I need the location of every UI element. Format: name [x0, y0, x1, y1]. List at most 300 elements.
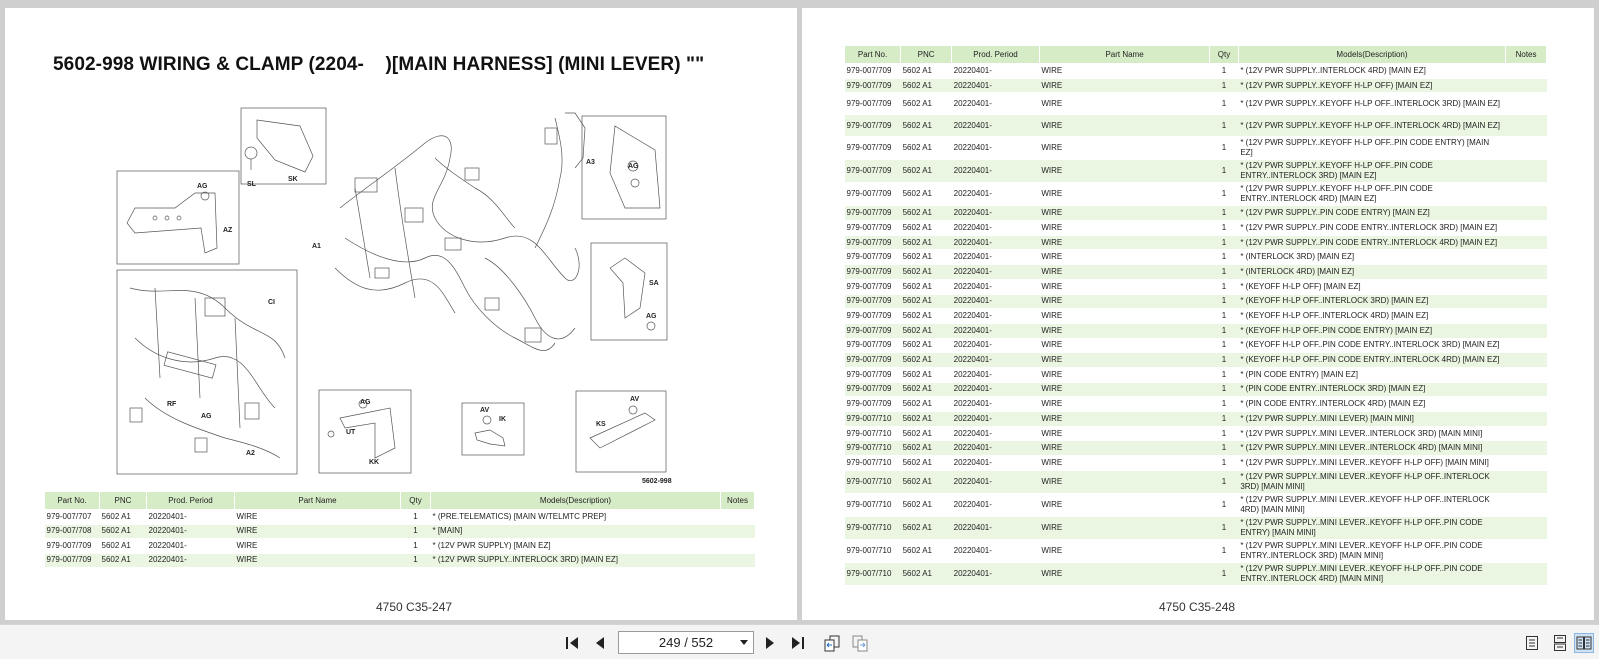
table-row [845, 493, 1547, 516]
cell-period: 20220401- [952, 279, 1040, 294]
cell-pnc: 5602 A1 [901, 206, 952, 221]
cell-period: 20220401- [952, 206, 1040, 221]
cell-period: 20220401- [952, 78, 1040, 93]
cell-name: WIRE [1039, 78, 1209, 93]
next-page-icon [762, 635, 778, 651]
table-row [845, 250, 1547, 265]
cell-pnc: 5602 A1 [901, 294, 952, 309]
previous-page-button[interactable] [590, 633, 610, 653]
table-row [845, 294, 1547, 309]
cell-models: * (12V PWR SUPPLY..KEYOFF H-LP OFF) [MAIN EZ] [1238, 78, 1505, 93]
cell-qty: 1 [1210, 160, 1239, 183]
cell-period: 20220401- [952, 221, 1040, 236]
cell-notes [1506, 441, 1547, 456]
table-row [45, 553, 755, 568]
cell-period: 20220401- [952, 309, 1040, 324]
cell-part-no: 979-007/709 [845, 338, 901, 353]
cell-notes [1506, 250, 1547, 265]
table-row [845, 441, 1547, 456]
table-row [45, 510, 755, 525]
cell-notes [1506, 493, 1547, 516]
cell-period: 20220401- [147, 524, 235, 539]
cell-qty: 1 [1210, 412, 1239, 427]
cell-pnc: 5602 A1 [901, 115, 952, 137]
cell-pnc: 5602 A1 [901, 265, 952, 280]
cell-part-no: 979-007/709 [845, 115, 901, 137]
previous-page-icon [592, 635, 608, 651]
cell-name: WIRE [1039, 397, 1209, 412]
cell-notes [1506, 382, 1547, 397]
cell-part-no: 979-007/709 [845, 353, 901, 368]
table-row [845, 367, 1547, 382]
diagram-label: A3 [586, 159, 595, 166]
cell-qty: 1 [1210, 367, 1239, 382]
cell-name: WIRE [1039, 160, 1209, 183]
parts-table-left [44, 491, 755, 568]
cell-name: WIRE [1039, 183, 1209, 206]
table-row [845, 382, 1547, 397]
cell-part-no: 979-007/709 [845, 382, 901, 397]
wiring-diagram [105, 98, 705, 490]
diagram-label: A2 [246, 450, 255, 457]
cell-notes [1506, 367, 1547, 382]
cell-models: * (12V PWR SUPPLY..INTERLOCK 3RD) [MAIN EZ] [431, 553, 721, 568]
cell-pnc: 5602 A1 [901, 137, 952, 160]
cell-qty: 1 [1210, 78, 1239, 93]
cell-pnc: 5602 A1 [901, 426, 952, 441]
diagram-label: SK [288, 176, 298, 183]
cell-qty: 1 [1210, 470, 1239, 493]
cell-name: WIRE [1039, 265, 1209, 280]
cell-pnc: 5602 A1 [901, 279, 952, 294]
cell-models: * (12V PWR SUPPLY..KEYOFF H-LP OFF..PIN CODE ENTRY..INTERLOCK 4RD) [MAIN EZ] [1238, 183, 1505, 206]
table-row [845, 64, 1547, 79]
cell-part-no: 979-007/709 [845, 78, 901, 93]
cell-notes [1506, 294, 1547, 309]
cell-part-no: 979-007/709 [845, 93, 901, 115]
page-number-label: 4750 C35-247 [376, 600, 453, 614]
cell-period: 20220401- [952, 562, 1040, 585]
cell-models: * (KEYOFF H-LP OFF..INTERLOCK 3RD) [MAIN EZ] [1238, 294, 1505, 309]
cell-name: WIRE [1039, 426, 1209, 441]
diagram-label: AG [201, 413, 212, 420]
cell-name: WIRE [1039, 206, 1209, 221]
cell-name: WIRE [1039, 493, 1209, 516]
cell-pnc: 5602 A1 [901, 250, 952, 265]
cell-models: * (12V PWR SUPPLY..INTERLOCK 4RD) [MAIN EZ] [1238, 64, 1505, 79]
table-row [845, 206, 1547, 221]
diagram-label: AZ [223, 227, 233, 234]
cell-qty: 1 [1210, 338, 1239, 353]
cell-period: 20220401- [952, 160, 1040, 183]
col-header-models: Models(Description) [1238, 46, 1505, 64]
cell-models: * (12V PWR SUPPLY..MINI LEVER..KEYOFF H-LP OFF) [MAIN MINI] [1238, 456, 1505, 471]
go-forward-icon [851, 634, 869, 652]
cell-part-no: 979-007/708 [45, 524, 100, 539]
continuous-view-icon [1553, 635, 1567, 651]
cell-pnc: 5602 A1 [100, 510, 147, 525]
cell-qty: 1 [1210, 265, 1239, 280]
col-header-pnc: PNC [100, 492, 147, 510]
cell-pnc: 5602 A1 [100, 539, 147, 554]
cell-qty: 1 [401, 524, 431, 539]
cell-notes [1506, 160, 1547, 183]
cell-qty: 1 [1210, 221, 1239, 236]
cell-name: WIRE [1039, 64, 1209, 79]
cell-part-no: 979-007/710 [845, 441, 901, 456]
col-header-pnc: PNC [901, 46, 952, 64]
cell-models: * (12V PWR SUPPLY..PIN CODE ENTRY..INTERLOCK 4RD) [MAIN EZ] [1238, 235, 1505, 250]
cell-period: 20220401- [952, 470, 1040, 493]
table-row [845, 93, 1547, 115]
page-number-dropdown[interactable] [618, 631, 754, 654]
cell-notes [1506, 115, 1547, 137]
go-forward-button[interactable] [850, 633, 870, 653]
cell-notes [1506, 353, 1547, 368]
cell-pnc: 5602 A1 [901, 493, 952, 516]
cell-notes [721, 510, 755, 525]
cell-name: WIRE [1039, 323, 1209, 338]
cell-name: WIRE [1039, 294, 1209, 309]
cell-pnc: 5602 A1 [901, 412, 952, 427]
cell-qty: 1 [1210, 137, 1239, 160]
cell-name: WIRE [1039, 367, 1209, 382]
table-row [845, 235, 1547, 250]
col-header-notes: Notes [1506, 46, 1547, 64]
cell-name: WIRE [1039, 309, 1209, 324]
col-header-models: Models(Description) [431, 492, 721, 510]
cell-qty: 1 [401, 539, 431, 554]
cell-pnc: 5602 A1 [901, 93, 952, 115]
cell-notes [1506, 235, 1547, 250]
cell-models: * (12V PWR SUPPLY..PIN CODE ENTRY..INTERLOCK 3RD) [MAIN EZ] [1238, 221, 1505, 236]
cell-notes [1506, 93, 1547, 115]
cell-notes [1506, 221, 1547, 236]
diagram-label: CI [268, 299, 275, 306]
cell-period: 20220401- [952, 367, 1040, 382]
cell-name: WIRE [1039, 516, 1209, 539]
cell-part-no: 979-007/710 [845, 470, 901, 493]
cell-pnc: 5602 A1 [901, 309, 952, 324]
cell-qty: 1 [1210, 516, 1239, 539]
cell-part-no: 979-007/709 [845, 323, 901, 338]
cell-models: * (PIN CODE ENTRY..INTERLOCK 3RD) [MAIN EZ] [1238, 382, 1505, 397]
cell-qty: 1 [1210, 93, 1239, 115]
cell-pnc: 5602 A1 [901, 562, 952, 585]
cell-qty: 1 [1210, 115, 1239, 137]
table-row [845, 115, 1547, 137]
cell-period: 20220401- [952, 235, 1040, 250]
cell-period: 20220401- [952, 493, 1040, 516]
page-number-label: 4750 C35-248 [1159, 600, 1236, 614]
cell-qty: 1 [1210, 562, 1239, 585]
col-header-part-name: Part Name [235, 492, 401, 510]
cell-pnc: 5602 A1 [901, 397, 952, 412]
cell-part-no: 979-007/707 [45, 510, 100, 525]
cell-name: WIRE [1039, 338, 1209, 353]
table-row [45, 539, 755, 554]
cell-models: * (12V PWR SUPPLY..MINI LEVER) [MAIN MINI] [1238, 412, 1505, 427]
cell-qty: 1 [1210, 64, 1239, 79]
page-indicator: 249 / 552 [658, 635, 714, 650]
cell-notes [721, 539, 755, 554]
cell-name: WIRE [1039, 137, 1209, 160]
table-row [845, 397, 1547, 412]
diagram-label: IK [499, 416, 506, 423]
cell-pnc: 5602 A1 [901, 470, 952, 493]
cell-part-no: 979-007/709 [845, 279, 901, 294]
cell-qty: 1 [1210, 456, 1239, 471]
cell-qty: 1 [1210, 235, 1239, 250]
cell-pnc: 5602 A1 [901, 382, 952, 397]
diagram-label: KK [369, 459, 380, 466]
cell-part-no: 979-007/709 [845, 235, 901, 250]
cell-part-no: 979-007/710 [845, 539, 901, 562]
cell-notes [1506, 183, 1547, 206]
cell-notes [1506, 470, 1547, 493]
cell-models: * (INTERLOCK 3RD) [MAIN EZ] [1238, 250, 1505, 265]
cell-part-no: 979-007/709 [845, 64, 901, 79]
cell-period: 20220401- [952, 539, 1040, 562]
cell-qty: 1 [401, 553, 431, 568]
cell-qty: 1 [1210, 279, 1239, 294]
cell-qty: 1 [1210, 206, 1239, 221]
cell-pnc: 5602 A1 [901, 441, 952, 456]
parts-table-right [844, 45, 1547, 586]
last-page-icon [790, 635, 806, 651]
table-row [845, 323, 1547, 338]
cell-part-no: 979-007/709 [845, 294, 901, 309]
cell-qty: 1 [1210, 353, 1239, 368]
cell-part-no: 979-007/709 [845, 397, 901, 412]
cell-qty: 1 [1210, 250, 1239, 265]
cell-period: 20220401- [952, 412, 1040, 427]
col-header-part-no: Part No. [845, 46, 901, 64]
cell-period: 20220401- [952, 397, 1040, 412]
cell-qty: 1 [1210, 309, 1239, 324]
cell-notes [721, 553, 755, 568]
cell-notes [1506, 137, 1547, 160]
table-row [845, 160, 1547, 183]
cell-models: * (12V PWR SUPPLY..KEYOFF H-LP OFF..INTERLOCK 4RD) [MAIN EZ] [1238, 115, 1505, 137]
single-page-view-icon [1525, 635, 1539, 651]
cell-notes [1506, 516, 1547, 539]
cell-name: WIRE [1039, 441, 1209, 456]
cell-pnc: 5602 A1 [901, 539, 952, 562]
cell-notes [1506, 397, 1547, 412]
cell-qty: 1 [1210, 183, 1239, 206]
cell-models: * (KEYOFF H-LP OFF) [MAIN EZ] [1238, 279, 1505, 294]
cell-pnc: 5602 A1 [901, 160, 952, 183]
cell-period: 20220401- [952, 115, 1040, 137]
cell-pnc: 5602 A1 [901, 221, 952, 236]
cell-period: 20220401- [952, 382, 1040, 397]
cell-notes [1506, 562, 1547, 585]
diagram-label: RF [167, 401, 177, 408]
cell-name: WIRE [1039, 353, 1209, 368]
cell-notes [1506, 64, 1547, 79]
diagram-label: SL [247, 181, 256, 188]
table-row [845, 221, 1547, 236]
cell-qty: 1 [1210, 426, 1239, 441]
cell-part-no: 979-007/709 [845, 206, 901, 221]
cell-part-no: 979-007/709 [845, 309, 901, 324]
cell-models: * (12V PWR SUPPLY..MINI LEVER..INTERLOCK 4RD) [MAIN MINI] [1238, 441, 1505, 456]
cell-part-no: 979-007/710 [845, 562, 901, 585]
table-row [845, 137, 1547, 160]
cell-models: * (12V PWR SUPPLY..KEYOFF H-LP OFF..PIN CODE ENTRY..INTERLOCK 3RD) [MAIN EZ] [1238, 160, 1505, 183]
cell-name: WIRE [1039, 93, 1209, 115]
table-row [845, 265, 1547, 280]
table-row [45, 524, 755, 539]
table-row [845, 562, 1547, 585]
cell-name: WIRE [1039, 250, 1209, 265]
cell-name: WIRE [235, 539, 401, 554]
col-header-qty: Qty [1210, 46, 1239, 64]
table-header-row [845, 46, 1547, 64]
cell-models: * (12V PWR SUPPLY..MINI LEVER..INTERLOCK 3RD) [MAIN MINI] [1238, 426, 1505, 441]
table-header-row [45, 492, 755, 510]
cell-period: 20220401- [952, 353, 1040, 368]
col-header-qty: Qty [401, 492, 431, 510]
next-page-button[interactable] [760, 633, 780, 653]
cell-name: WIRE [1039, 382, 1209, 397]
cell-models: * (12V PWR SUPPLY..PIN CODE ENTRY) [MAIN EZ] [1238, 206, 1505, 221]
continuous-view-button[interactable] [1550, 633, 1570, 653]
col-header-part-no: Part No. [45, 492, 100, 510]
cell-models: * (12V PWR SUPPLY..MINI LEVER..KEYOFF H-LP OFF..PIN CODE ENTRY..INTERLOCK 3RD) [MAIN MINI] [1238, 539, 1505, 562]
cell-part-no: 979-007/709 [845, 221, 901, 236]
cell-models: * (PRE.TELEMATICS) [MAIN W/TELMTC PREP] [431, 510, 721, 525]
table-row [845, 183, 1547, 206]
cell-period: 20220401- [952, 426, 1040, 441]
cell-qty: 1 [1210, 382, 1239, 397]
cell-models: * (KEYOFF H-LP OFF..PIN CODE ENTRY) [MAIN EZ] [1238, 323, 1505, 338]
cell-period: 20220401- [952, 294, 1040, 309]
table-row [845, 456, 1547, 471]
diagram-label: SA [649, 280, 659, 287]
diagram-label: AG [360, 399, 371, 406]
cell-name: WIRE [1039, 470, 1209, 493]
cell-part-no: 979-007/709 [45, 553, 100, 568]
cell-models: * (KEYOFF H-LP OFF..INTERLOCK 4RD) [MAIN EZ] [1238, 309, 1505, 324]
cell-period: 20220401- [952, 137, 1040, 160]
cell-models: * (12V PWR SUPPLY..KEYOFF H-LP OFF..INTERLOCK 3RD) [MAIN EZ] [1238, 93, 1505, 115]
col-header-part-name: Part Name [1039, 46, 1209, 64]
cell-period: 20220401- [952, 250, 1040, 265]
diagram-label: AG [628, 163, 639, 170]
cell-pnc: 5602 A1 [901, 367, 952, 382]
cell-name: WIRE [1039, 539, 1209, 562]
cell-name: WIRE [235, 553, 401, 568]
cell-part-no: 979-007/709 [845, 250, 901, 265]
table-row [845, 412, 1547, 427]
cell-qty: 1 [1210, 323, 1239, 338]
table-row [845, 338, 1547, 353]
go-back-icon [823, 634, 841, 652]
go-back-button[interactable] [822, 633, 842, 653]
cell-period: 20220401- [147, 553, 235, 568]
viewer-toolbar [0, 624, 1599, 659]
cell-notes [1506, 338, 1547, 353]
cell-notes [1506, 279, 1547, 294]
cell-models: * (12V PWR SUPPLY..KEYOFF H-LP OFF..PIN CODE ENTRY) [MAIN EZ] [1238, 137, 1505, 160]
table-row [845, 309, 1547, 324]
cell-pnc: 5602 A1 [901, 323, 952, 338]
cell-part-no: 979-007/709 [845, 367, 901, 382]
cell-pnc: 5602 A1 [100, 524, 147, 539]
diagram-label: AG [197, 183, 208, 190]
cell-notes [1506, 539, 1547, 562]
cell-notes [721, 524, 755, 539]
col-header-notes: Notes [721, 492, 755, 510]
two-page-view-button[interactable] [1574, 633, 1594, 653]
cell-period: 20220401- [147, 510, 235, 525]
cell-name: WIRE [1039, 562, 1209, 585]
chevron-down-icon [740, 640, 748, 645]
cell-name: WIRE [1039, 115, 1209, 137]
last-page-button[interactable] [788, 633, 808, 653]
cell-part-no: 979-007/710 [845, 412, 901, 427]
diagram-label: KS [596, 421, 606, 428]
table-row [845, 516, 1547, 539]
cell-name: WIRE [1039, 456, 1209, 471]
cell-models: * [MAIN] [431, 524, 721, 539]
cell-pnc: 5602 A1 [901, 338, 952, 353]
diagram-label: A1 [312, 243, 321, 250]
diagram-label: AV [630, 396, 640, 403]
table-row [845, 279, 1547, 294]
cell-name: WIRE [1039, 279, 1209, 294]
cell-period: 20220401- [952, 265, 1040, 280]
cell-period: 20220401- [952, 338, 1040, 353]
single-page-view-button[interactable] [1522, 633, 1542, 653]
cell-part-no: 979-007/710 [845, 426, 901, 441]
cell-qty: 1 [1210, 493, 1239, 516]
cell-models: * (12V PWR SUPPLY..MINI LEVER..KEYOFF H-LP OFF..INTERLOCK 4RD) [MAIN MINI] [1238, 493, 1505, 516]
col-header-prod-period: Prod. Period [952, 46, 1040, 64]
cell-name: WIRE [1039, 412, 1209, 427]
cell-notes [1506, 206, 1547, 221]
cell-models: * (PIN CODE ENTRY) [MAIN EZ] [1238, 367, 1505, 382]
cell-name: WIRE [1039, 221, 1209, 236]
page-title: 5602-998 WIRING & CLAMP (2204- )[MAIN HARNESS] (MINI LEVER) "" [53, 54, 705, 75]
cell-notes [1506, 323, 1547, 338]
cell-notes [1506, 265, 1547, 280]
cell-name: WIRE [1039, 235, 1209, 250]
first-page-button[interactable] [562, 633, 582, 653]
cell-models: * (KEYOFF H-LP OFF..PIN CODE ENTRY..INTERLOCK 4RD) [MAIN EZ] [1238, 353, 1505, 368]
cell-pnc: 5602 A1 [901, 183, 952, 206]
cell-period: 20220401- [952, 456, 1040, 471]
table-row [845, 539, 1547, 562]
cell-period: 20220401- [952, 323, 1040, 338]
cell-models: * (INTERLOCK 4RD) [MAIN EZ] [1238, 265, 1505, 280]
cell-name: WIRE [235, 510, 401, 525]
cell-pnc: 5602 A1 [901, 78, 952, 93]
cell-part-no: 979-007/710 [845, 493, 901, 516]
table-row [845, 426, 1547, 441]
cell-pnc: 5602 A1 [901, 456, 952, 471]
cell-part-no: 979-007/709 [45, 539, 100, 554]
col-header-prod-period: Prod. Period [147, 492, 235, 510]
cell-qty: 1 [1210, 539, 1239, 562]
cell-models: * (KEYOFF H-LP OFF..PIN CODE ENTRY..INTERLOCK 3RD) [MAIN EZ] [1238, 338, 1505, 353]
cell-notes [1506, 78, 1547, 93]
cell-part-no: 979-007/709 [845, 137, 901, 160]
cell-notes [1506, 412, 1547, 427]
cell-models: * (12V PWR SUPPLY) [MAIN EZ] [431, 539, 721, 554]
